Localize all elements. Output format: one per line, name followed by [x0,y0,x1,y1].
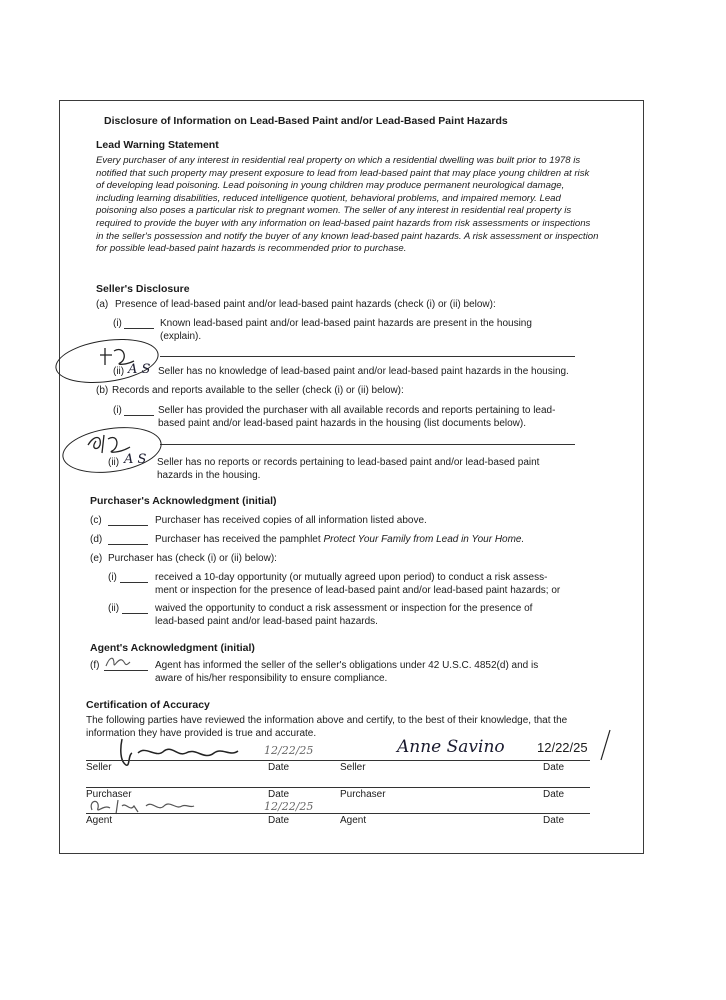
agent-f-line1: Agent has informed the seller of the seller's obligations under 42 U.S.C. 4852(d) and is [155,660,539,671]
seller-1-date: 12/22/25 [264,744,314,757]
seller-a-i-line2: (explain). [160,331,202,342]
warning-line-4: including learning disabilities, reduced intelligence quotient, behavioral problems, and impaired memory. Lead [96,192,561,204]
warning-line-3: of developing lead poisoning. Lead poisoning in young children may produce permanent neurological damage, [96,180,565,192]
agent-heading: Agent's Acknowledgment (initial) [90,642,255,654]
seller-item-a-text: Presence of lead-based paint and/or lead-based paint hazards (check (i) or (ii) below): [115,299,496,310]
agent-2-date-label: Date [543,815,565,826]
warning-line-6: required to provide the buyer with any information on lead-based paint hazards from risk assessments or inspections [96,217,591,229]
seller-b-i-line1: Seller has provided the purchaser with all available records and reports pertaining to lead- [158,405,556,416]
seller-item-a-label: (a) [96,299,109,310]
purchaser-2-date-label: Date [543,789,565,800]
seller-item-b-text: Records and reports available to the seller (check (i) or (ii) below): [112,385,404,396]
seller-a-i-label: (i) [113,318,122,329]
agent-f-label: (f) [90,660,100,671]
purchaser-d-text: Purchaser has received the pamphlet [155,534,324,545]
warning-line-5: poisoning also poses a particular risk to pregnant women. The seller of any interest in residential real property is [96,205,572,217]
seller-1-date-label: Date [268,762,290,773]
date-pen-stroke [598,728,614,762]
pamphlet-title: Protect Your Family from Lead in Your Home. [323,534,525,545]
agent-2-label: Agent [340,815,367,826]
seller-2-name: Anne Savino [397,737,505,757]
purchaser-e-i-line2: ment or inspection for the presence of lead-based paint and/or lead-based paint hazards; or [155,585,561,596]
certification-line1: The following parties have reviewed the information above and certify, to the best of their knowledge, that the [86,715,568,726]
seller-a-ii-label: (ii) [113,366,125,377]
warning-line-2: notified that such property may present exposure to lead from lead-based paint that may place young children at risk [96,167,590,179]
purchaser-d-blank[interactable] [108,534,148,545]
purchaser-c-blank[interactable] [108,515,148,526]
purchaser-d-row [155,534,524,545]
warning-heading: Lead Warning Statement [96,139,219,151]
explain-line [160,356,575,357]
purchaser-heading: Purchaser's Acknowledgment (initial) [90,495,277,507]
seller-b-ii-initials: A S [124,452,147,467]
purchaser-e-i-line1: received a 10-day opportunity (or mutually agreed upon period) to conduct a risk assess- [155,572,548,583]
seller-2-label: Seller [340,762,366,773]
agent-date: 12/22/25 [264,800,314,813]
agent-1-label: Agent [86,815,113,826]
purchaser-c-label: (c) [90,515,102,526]
seller-b-ii-label: (ii) [108,457,120,468]
seller-1-signature [112,735,252,769]
seller-heading: Seller's Disclosure [96,283,190,295]
purchaser-e-text: Purchaser has (check (i) or (ii) below): [108,553,277,564]
purchaser-e-ii-line2: lead-based paint and/or lead-based paint hazards. [155,616,378,627]
agent-1-date-label: Date [268,815,290,826]
seller-a-i-blank[interactable] [124,318,154,329]
seller-2-date-label: Date [543,762,565,773]
purchaser-e-ii-blank[interactable] [122,603,148,614]
seller-b-i-blank[interactable] [124,405,154,416]
purchaser-e-i-blank[interactable] [120,572,148,583]
purchaser-e-ii-line1: waived the opportunity to conduct a risk assessment or inspection for the presence of [155,603,533,614]
purchaser-d-label: (d) [90,534,103,545]
purchaser-1-date-label: Date [268,789,290,800]
seller-signature-line [86,760,590,761]
purchaser-signature-line [86,787,590,788]
seller-a-ii-initials: A S [128,362,151,377]
warning-line-7: in the seller's possession and notify the buyer of any known lead-based paint hazards. A risk assessment or inspection [96,230,599,242]
purchaser-e-i-label: (i) [108,572,117,583]
seller-b-ii-line2: hazards in the housing. [157,470,261,481]
warning-line-1: Every purchaser of any interest in residential real property on which a residential dwelling was built prior to 1978 is [96,155,581,166]
seller-2-date: 12/22/25 [537,740,588,755]
purchaser-2-label: Purchaser [340,789,386,800]
certification-line2: information they have provided is true and accurate. [86,728,317,739]
purchaser-c-text: Purchaser has received copies of all information listed above. [155,515,427,526]
purchaser-e-label: (e) [90,553,103,564]
seller-a-ii-text: Seller has no knowledge of lead-based paint and/or lead-based paint hazards in the housing. [158,366,569,377]
seller-item-b-label: (b) [96,385,109,396]
warning-paragraph [96,155,598,256]
purchaser-e-ii-label: (ii) [108,603,120,614]
documents-line [160,444,575,445]
agent-initials-scribble [104,654,134,670]
seller-a-i-line1: Known lead-based paint and/or lead-based paint hazards are present in the housing [160,318,532,329]
agent-signature-line [86,813,590,814]
seller-b-i-label: (i) [113,405,122,416]
purchaser-1-label: Purchaser [86,789,132,800]
certification-heading: Certification of Accuracy [86,699,210,711]
warning-line-8: for possible lead-based paint hazards is recommended prior to purchase. [96,243,407,255]
seller-1-label: Seller [86,762,112,773]
seller-b-i-line2: based paint and/or lead-based paint hazards in the housing (list documents below). [158,418,527,429]
seller-b-ii-line1: Seller has no reports or records pertaining to lead-based paint and/or lead-based paint [157,457,540,468]
form-title: Disclosure of Information on Lead-Based Paint and/or Lead-Based Paint Hazards [104,115,508,127]
agent-f-line2: aware of his/her responsibility to ensure compliance. [155,673,388,684]
